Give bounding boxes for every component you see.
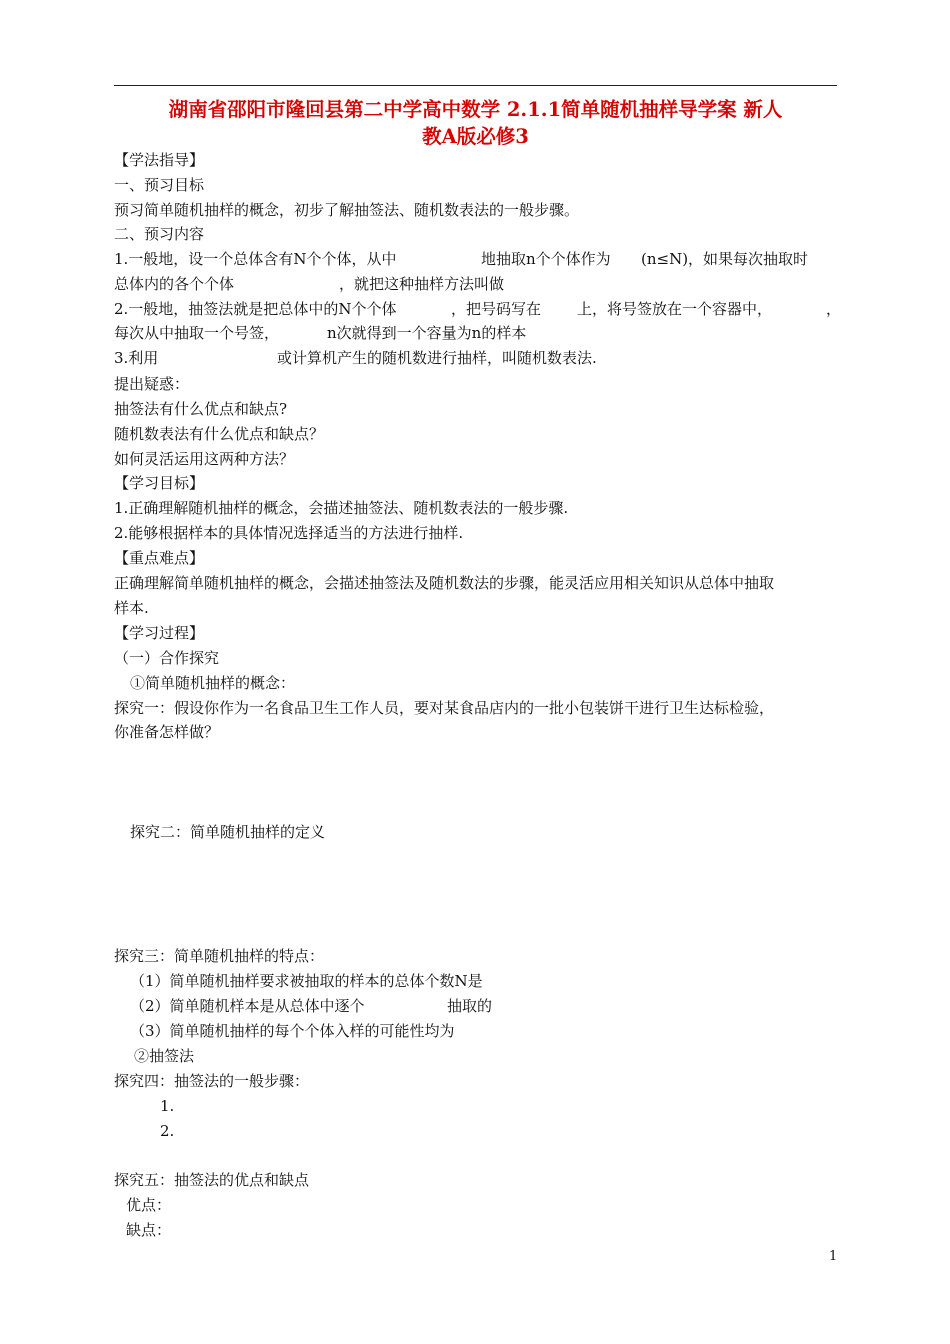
preview-item-2-line2 bbox=[114, 323, 837, 343]
text-fragment: 上，将号签放在一个容器中， bbox=[577, 300, 773, 318]
key-points-text-line1: 正确理解简单随机抽样的概念，会描述抽签法及随机数法的步骤，能灵活应用相关知识从总体中抽取 bbox=[114, 574, 775, 592]
document-title-line2: 教A版必修3 bbox=[422, 125, 529, 148]
text-fragment: ， bbox=[826, 300, 842, 318]
learning-goal-1: 1.正确理解随机抽样的概念，会描述抽签法、随机数表法的一般步骤. bbox=[114, 499, 569, 517]
section-heading-learning-process: 【学习过程】 bbox=[114, 624, 205, 642]
disadvantages-label: 缺点： bbox=[126, 1221, 172, 1239]
advantages-label: 优点： bbox=[126, 1196, 172, 1214]
inquiry-1-line1: 探究一：假设你作为一名食品卫生工作人员，要对某食品店内的一批小包装饼干进行卫生达标检验， bbox=[114, 699, 775, 717]
document-title-line1: 湖南省邵阳市隆回县第二中学高中数学 2.1.1简单随机抽样导学案 新人 bbox=[168, 98, 783, 121]
inquiry-1-line2: 你准备怎样做？ bbox=[114, 723, 220, 741]
feature-1: （1）简单随机抽样要求被抽取的样本的总体个数N是 bbox=[130, 972, 483, 990]
preview-goal-text: 预习简单随机抽样的概念，初步了解抽签法、随机数表法的一般步骤。 bbox=[114, 201, 580, 219]
inquiry-3-heading: 探究三：简单随机抽样的特点： bbox=[114, 947, 325, 965]
preview-goal-heading: 一、预习目标 bbox=[114, 176, 205, 194]
question-2: 随机数表法有什么优点和缺点？ bbox=[114, 425, 325, 443]
text-fragment: 地抽取n个个体作为 bbox=[481, 250, 611, 268]
question-3: 如何灵活运用这两种方法？ bbox=[114, 450, 295, 468]
section-heading-key-points: 【重点难点】 bbox=[114, 549, 205, 567]
page-number: 1 bbox=[829, 1249, 838, 1264]
question-1: 抽签法有什么优点和缺点? bbox=[114, 400, 288, 418]
text-fragment: 1.一般地，设一个总体含有N个个体，从中 bbox=[114, 250, 397, 268]
inquiry-5-heading: 探究五：抽签法的优点和缺点 bbox=[114, 1171, 310, 1189]
text-fragment: 抽取的 bbox=[447, 997, 493, 1015]
text-fragment: 或计算机产生的随机数进行抽样，叫随机数表法. bbox=[277, 349, 597, 367]
text-fragment: 每次从中抽取一个号签， bbox=[114, 324, 280, 342]
key-points-text-line2: 样本. bbox=[114, 599, 149, 617]
inquiry-2: 探究二：简单随机抽样的定义 bbox=[130, 823, 326, 841]
inquiry-4-heading: 探究四：抽签法的一般步骤： bbox=[114, 1072, 310, 1090]
feature-3: （3）简单随机抽样的每个个体入样的可能性均为 bbox=[130, 1022, 455, 1040]
step-1: 1. bbox=[160, 1097, 175, 1115]
preview-content-heading: 二、预习内容 bbox=[114, 225, 205, 243]
cooperative-inquiry-heading: （一）合作探究 bbox=[114, 649, 220, 667]
lottery-method-subheading: ②抽签法 bbox=[134, 1047, 195, 1065]
text-fragment: 3.利用 bbox=[114, 349, 159, 367]
text-fragment: (n≤N)，如果每次抽取时 bbox=[641, 250, 809, 268]
learning-goal-2: 2.能够根据样本的具体情况选择适当的方法进行抽样. bbox=[114, 524, 464, 542]
section-heading-learning-goals: 【学习目标】 bbox=[114, 474, 205, 492]
preview-item-1-line2 bbox=[114, 274, 837, 294]
step-2: 2. bbox=[160, 1122, 175, 1140]
preview-item-1-line1 bbox=[114, 249, 837, 269]
text-fragment: n次就得到一个容量为n的样本 bbox=[327, 324, 527, 342]
header-rule bbox=[114, 85, 837, 86]
questions-heading: 提出疑惑： bbox=[114, 375, 190, 393]
text-fragment: 2.一般地，抽签法就是把总体中的N个个体 bbox=[114, 300, 397, 318]
concept-subheading: ①简单随机抽样的概念： bbox=[130, 674, 296, 692]
section-heading-study-guide: 【学法指导】 bbox=[114, 151, 205, 169]
feature-2 bbox=[130, 996, 530, 1016]
text-fragment: 总体内的各个个体 bbox=[114, 275, 235, 293]
text-fragment: ，把号码写在 bbox=[451, 300, 542, 318]
text-fragment: （2）简单随机样本是从总体中逐个 bbox=[130, 997, 365, 1015]
preview-item-2-line1 bbox=[114, 299, 842, 319]
preview-item-3 bbox=[114, 348, 837, 368]
text-fragment: ，就把这种抽样方法叫做 bbox=[339, 275, 505, 293]
